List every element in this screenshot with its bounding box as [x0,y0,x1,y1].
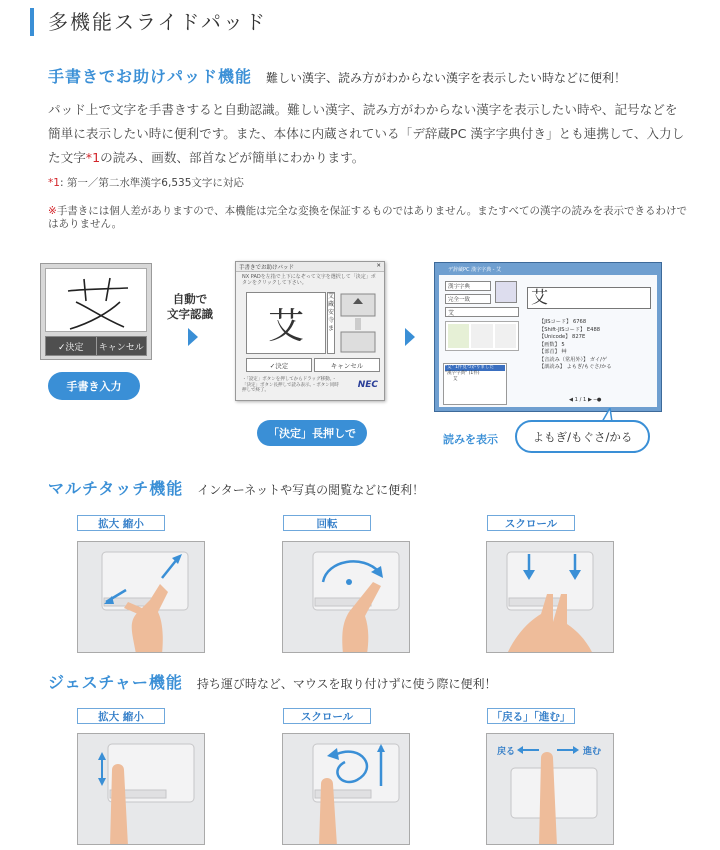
photo-rotate [282,541,410,653]
multitouch-header [48,476,424,499]
handwritten-kanji-drawing [46,269,148,333]
nec-logo: NEC [357,380,378,390]
photo-two-finger-scroll [486,541,614,653]
auto-recognition-label [160,292,220,322]
disclaimer: ※手書きには個人差がありますので、本機能は完全な変換を保証するものではありません。またすべての漢字の読みを表示できるわけではありません。 [48,205,688,230]
footnote [48,177,244,190]
dict-list-header: "艾" 1件見つかりました [445,365,505,371]
gesture-title: ジェスチャー機能 [48,673,183,692]
dict-list-item[interactable]: "漢字字典" (1件) [445,371,480,376]
dict-match-select[interactable]: 完全一致 [445,294,491,304]
handwriting-subtitle: 難しい漢字、読み方がわからない漢字を表示したい時などに便利！ [266,71,627,85]
tag-gesture-zoom: 拡大 縮小 [77,708,165,724]
page-title: 多機能スライドパッド [30,8,690,36]
field-sjis: 【Shift-JISコード】 E488 [539,326,601,333]
pad-candidates[interactable]: 艾 蔵 安 寺 ま [327,292,335,354]
gesture-header [48,670,497,693]
pad-footer-notes: ・「設定」ボタンを押してからドラッグ移動。・「決定」ボタン長押しで読み表示。・ボタン同時押しで終了。 [242,377,339,393]
handwriting-input-pill: 手書き入力 [48,372,140,400]
flow-label-line-2: 文字認識 [167,307,213,321]
dict-content [439,275,657,407]
photo-edge-zoom [77,733,205,845]
dict-settings-icon[interactable] [495,281,517,303]
forward-label: 進む [583,747,602,757]
dict-pager[interactable]: ◀ 1 / 1 ▶ ─● [569,397,602,403]
photo-circle-scroll [282,733,410,845]
handwriting-header [48,64,626,87]
confirm-button[interactable]: ✓決定 [46,337,97,355]
pad-window-title: 手書きでお助けパッド [239,265,295,271]
field-unicode: 【Unicode】 827E [539,334,586,340]
footnote-mark: *1 [48,177,60,189]
dict-tool-icon-2[interactable] [471,324,492,348]
field-radical: 【部首】 艸 [539,349,567,355]
show-reading-label: 読みを表示 [443,433,498,446]
field-onyomi: 【音読み（常用外）】 ガイ/ゲ [539,356,608,363]
pad-hint: NX PADを左指で上下になぞって文字を選択して「決定」ボタンをクリックして下さい。 [242,274,376,286]
tag-gesture-scroll: スクロール [283,708,371,724]
tag-back-forward: 「戻る」「進む」 [487,708,575,724]
dict-search-input[interactable]: 艾 [445,307,519,317]
pad-titlebar [236,262,384,272]
dict-tool-icon-3[interactable] [495,324,516,348]
field-jis: 【JISコード】 6768 [539,319,587,325]
pad-buttons [246,358,380,372]
flow-label-line-1: 自動で [172,292,208,306]
dict-page-label: 1 / 1 [574,397,587,403]
body-footnote-mark: *1 [85,150,101,165]
field-kunyomi: 【訓読み】 よもぎ/もぐさ/かる [539,364,612,370]
dict-list-kanji[interactable]: 艾 [453,377,458,382]
long-press-pill: 「決定」長押しで [257,420,367,446]
gesture-subtitle: 持ち運び時など、マウスを取り付けずに使う際に便利！ [196,677,497,691]
back-label: 戻る [497,747,516,757]
close-icon[interactable]: ✕ [376,263,381,269]
dict-mode-select[interactable]: 漢字字典 [445,281,491,291]
handwriting-canvas [45,268,147,332]
pad-window [235,261,385,401]
footnote-text: : 第一／第二水準漢字6,535文字に対応 [59,177,244,189]
dict-window-title: デ辞蔵PC 漢字字典 - 艾 [448,267,502,273]
reading-callout: よもぎ/もぐさ/かる [515,420,650,453]
multitouch-title: マルチタッチ機能 [48,479,184,498]
dict-fields [539,319,654,372]
field-strokes: 【画数】 5 [539,341,565,348]
tag-zoom: 拡大 縮小 [77,515,165,531]
dict-icon-row [445,321,519,351]
handwriting-body [48,98,688,170]
tag-scroll: スクロール [487,515,575,531]
flow-arrow-right-icon-2 [405,328,415,346]
dictionary-window [434,262,662,412]
pad-scroll-illustration [339,292,379,354]
disclaimer-text: 手書きには個人差がありますので、本機能は完全な変換を保証するものではありません。またすべての漢字の読みを表示できるわけではありません。 [48,205,688,230]
pad-canvas: 艾 [246,292,326,354]
photo-pinch-zoom [77,541,205,653]
dict-tool-icon-1[interactable] [448,324,469,348]
body-part-1: パッド上で文字を手書きすると自動認識。難しい漢字、読み方がわからない漢字を表示したい時や、記号などを簡単に表示したい時に便利です。また、本体に内蔵されている「デ辞蔵PC 漢字字典付き」とも連携して、入力した文字 [48,102,685,165]
handwriting-buttons [45,336,147,356]
cancel-button[interactable]: キャンセル [98,342,144,353]
tag-rotate: 回転 [283,515,371,531]
dict-kanji-display: 艾 [527,287,651,309]
pad-confirm-button[interactable]: ✓決定 [246,358,312,372]
photo-back-forward [486,733,614,845]
body-part-2: の読み、画数、部首などが簡単にわかります。 [100,150,365,165]
multitouch-subtitle: インターネットや写真の閲覧などに便利！ [197,483,425,497]
handwriting-title: 手書きでお助けパッド機能 [48,67,253,86]
flow-arrow-right-icon [188,328,198,346]
pad-cancel-button[interactable]: キャンセル [314,358,380,372]
dict-result-list[interactable] [443,363,507,405]
dict-controls [443,279,523,359]
handwriting-pad-illustration [40,263,152,360]
